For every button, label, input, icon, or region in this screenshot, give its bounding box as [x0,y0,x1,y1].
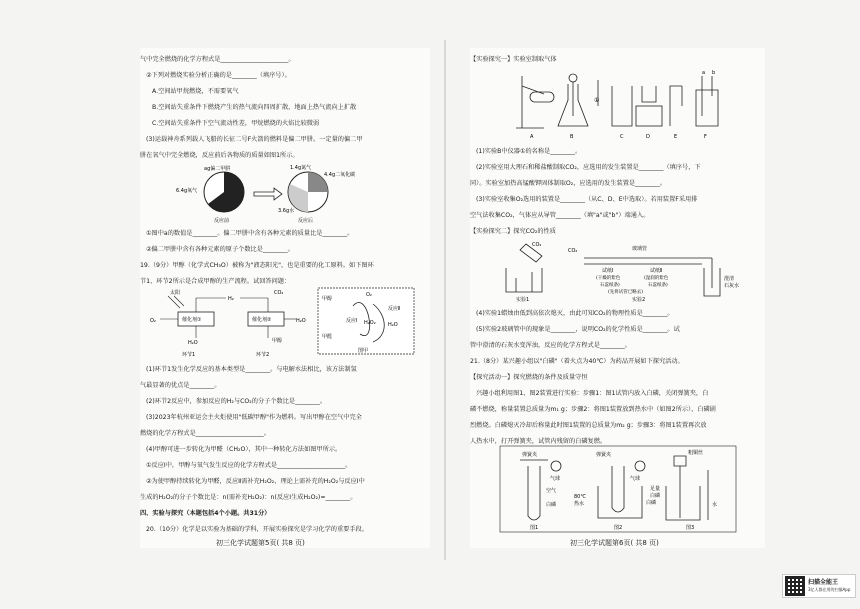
label-hotwater-temp: 80℃ [574,494,586,500]
text-line: (2)环节2反应中，参加反应的H₂与CO₂的分子个数比是________。 [146,398,327,405]
label-a: ag偏二甲肼 [204,166,231,172]
label-balloon2: 气球 [630,476,641,482]
text-line: 20.（10分）化学是以实验为基础的学科，开展实验探究是学习化学的重要手段。 [146,526,368,533]
exam-page-6 [470,48,765,548]
label-hotwater: 热水 [574,501,585,507]
label-sun: 太阳 [170,290,181,296]
figure-co2-experiments [492,238,742,302]
label-dry: (干燥的紫色 [596,276,621,281]
text-line: 21.（8分）某兴趣小组以"白磷"（着火点为40℃）为药品开展如下探究活动。 [470,358,684,365]
figure-20-apparatus [508,66,738,140]
label-co2-19: CO₂ [274,290,284,296]
label-wet: (湿润的紫色 [644,276,669,281]
text-line: (1)环节1发生化学反应的基本类型是________。与电解水法相比，该方法制氢 [146,366,357,373]
label-r2: 反应Ⅱ [388,306,401,312]
text-line: (4)实验1蜡烛由低到高依次熄灭，由此可知CO₂的物理性质是________。 [476,310,674,317]
label-step1: 环节1 [182,352,196,358]
page-footer: 初三化学试题第5页( 共8 页) [216,539,305,547]
figure-1-mass-pies [176,162,360,226]
text-line: (3)实验室收集O₂选用的装置是________（从C、D、E中选取）。若用装置F采用排 [476,196,698,203]
label-h2o-a: H₂O [188,340,198,346]
page-fold [444,40,446,560]
label-o2-19: O₂ [150,318,156,324]
label-methanol: 甲醇 [272,338,283,344]
label-litmus-2: 石蕊纸条) [648,283,668,288]
label-b-port: b [712,70,716,76]
text-line: 肼在氧气中完全燃烧，反应前后各物质的质量如图1所示。 [140,152,299,159]
text-line: (1)实验B中仪器①的名称是________。 [476,148,582,155]
label-co2-exp2: CO₂ [568,248,578,254]
text-line: ①图中a的数值是________。偏二甲肼中含有各种元素的质量比是________。 [146,230,354,237]
label-copper-rod: 粗铜丝 [688,450,704,456]
text-line: 空气法收集CO₂，气体应从导管________（填"a"或"b"）端通入。 [470,212,650,219]
qr-code-icon [785,576,805,596]
text-line: 同）。实验室加热高锰酸钾固体制取O₂，应选用的发生装置是________。 [470,180,667,187]
text-line: C.空间站失重条件下空气流动性差，甲烷燃烧的火焰比较微弱 [152,120,320,127]
label-wp1: 白磷 [546,502,557,508]
label-wp2: 白磷 [646,500,657,506]
text-line: 【探究活动一】探究燃烧的条件及质量守恒 [470,374,588,381]
label-note: (先将试管已略去) [608,290,644,295]
label-cat2: 催化剂② [252,317,272,323]
text-line: 气中完全燃烧的化学方程式是______________________。 [140,56,295,63]
exam-page-5 [140,48,430,548]
label-a-port: a [702,70,706,76]
text-line: 气最显著的优点是________。 [140,382,221,389]
label-B: B [570,134,574,140]
caption-after: 反应后 [298,218,314,224]
text-line: 【实验探究二】探究CO₂的性质 [470,228,556,235]
label-glass-tube: 玻璃管 [632,246,648,252]
text-line: B.空间站失重条件下燃烧产生的热气流向四周扩散，地面上热气流向上扩散 [152,104,357,111]
watermark-title: 扫描全能王 [808,579,839,586]
label-limewater-2: 石灰水 [724,283,740,289]
text-line: ②为使甲醇持续转化为甲醛，反应Ⅱ需补充H₂O₂，理论上需补充的H₂O₂与反应Ⅰ中 [146,478,365,485]
label-E: E [674,134,678,140]
label-h2o-b: H₂O [296,318,306,324]
label-water3: 水 [712,502,718,508]
text-line: 人热水中，打开弹簧夹，试管内残留的白磷复燃。 [470,438,607,445]
label-h2ob: H₂O [388,322,398,328]
label-jiachun: 甲醇 [322,296,333,302]
text-line: ②下列对燃烧实验分析正确的是________（填序号）。 [146,72,291,79]
figure-19-methanol-process [148,286,418,360]
label-excess: 足量 [650,486,661,492]
label-paper-2: 试纸Ⅱ [650,268,663,274]
label-exp1: 实验1 [516,297,530,303]
watermark-subtitle: 3亿人都在用的扫描App [808,587,851,592]
text-line: (3)运载神舟系列载人飞船的长征二号F火箭的燃料是偏二甲肼。一定量的偏二甲 [146,136,363,143]
label-h2o: 3.6g水 [278,208,295,214]
label-r1: 反应Ⅰ [346,318,358,324]
label-limewater: 澄清 [724,276,735,282]
text-line: (2)实验室用大理石和稀盐酸制取CO₂，应选用的发生装置是________（填序号，下 [476,164,701,171]
label-air: 空气 [546,488,557,494]
label-o2: 6.4g氧气 [176,188,198,194]
label-co2: 4.4g二氧化碳 [324,172,356,178]
label-fig3: 图3 [686,525,695,531]
label-step2: 环节2 [256,352,270,358]
text-line: ①反应Ⅰ中，甲醇与氧气发生反应的化学方程式是______________________。 [146,462,352,469]
text-line: 烈燃烧。白磷熄灭冷却后称量此时图1装置的总质量为m₂ g；步骤3：将图1装置再次放 [470,422,707,429]
label-paper-1: 试纸Ⅰ [602,268,614,274]
text-line: 【实验探究一】实验室制取气体 [470,56,557,63]
label-balloon1: 气球 [550,476,561,482]
label-h2o2: H₂O₂ [364,320,376,326]
scanner-watermark [782,574,856,598]
text-line: 管中澄清的石灰水变浑浊，反应的化学方程式是________。 [470,342,631,349]
text-line: (5)实验2玻璃管中的现象是________，说明CO₂的化学性质是________。试 [476,326,680,333]
label-n2: 1.4g氮气 [290,165,312,171]
text-line: (4)甲醇可进一步转化为甲醛（CH₂O），其中一种转化方法如图甲所示。 [146,446,342,453]
label-exp2: 实验2 [632,297,646,303]
label-fig2: 图2 [614,525,623,531]
label-litmus-1: 石蕊纸条) [600,283,620,288]
text-line: ②偏二甲肼中含有各种元素的原子个数比是________。 [146,246,294,253]
figure-21-phosphorus [500,446,736,532]
page-footer: 初三化学试题第6页( 共8 页) [570,539,659,547]
section-heading: 四、实验与探究（本题包括4个小题。共31分） [140,510,271,517]
label-D: D [646,134,650,140]
label-A: A [530,134,534,140]
label-h2: H₂ [228,296,234,302]
caption-before: 反应前 [214,218,230,224]
text-line: 燃烧的化学方程式是______________________。 [140,430,270,437]
label-o2b: O₂ [366,292,372,298]
label-jiaquan: 甲醛 [322,334,333,340]
label-tujia: 图甲 [358,348,369,354]
text-line: 生成的H₂O₂的分子个数比是：n(需补充H₂O₂)：n(反应Ⅰ生成H₂O₂)=________。 [140,494,357,501]
text-line: A.空间站甲烷燃烧，不需要氧气 [152,88,239,95]
label-clip2: 弹簧夹 [596,452,612,458]
label-co2-exp1: CO₂ [532,242,542,248]
text-line: 节1、环节2所示是合成甲醇的生产流程。试回答问题： [140,278,291,285]
text-line: (3)2023年杭州亚运会主火炬使用"低碳甲醇"作为燃料。写出甲醇在空气中完全 [146,414,362,421]
label-cat1: 催化剂① [182,317,202,323]
label-F: F [704,134,707,140]
label-C: C [620,134,624,140]
label-fig1: 图1 [530,525,539,531]
label-clip1: 弹簧夹 [522,452,538,458]
text-line: 19.（9分）甲醇（化学式CH₃O）被称为"液态阳光"，也是重要的化工原料。如下图环 [140,262,374,269]
label-instrument-1: ① [594,97,600,104]
text-line: 兴趣小组利用图1、图2装置进行实验：步骤1：图1试管内放入白磷，关闭弹簧夹，白 [476,390,709,397]
label-wp3: 白磷 [650,493,661,499]
text-line: 磷不燃烧，称量装置总质量为m₁ g；步骤2：将图1装置放到热水中（如图2所示），白磷剧 [470,406,716,413]
